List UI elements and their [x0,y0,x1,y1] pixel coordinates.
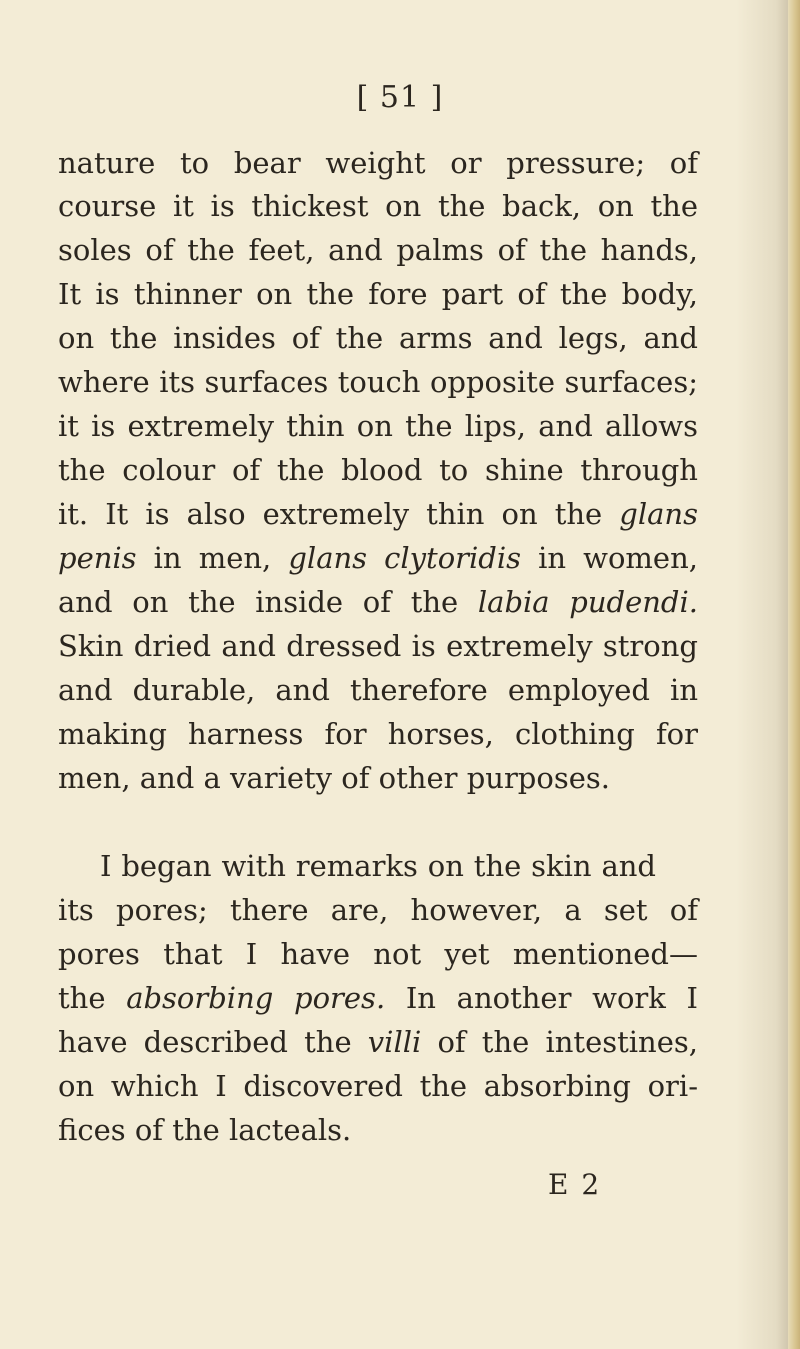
italic-term: glans [619,497,698,531]
text-line: making harness for horses, clothing for [58,717,698,751]
text-run: have described the [58,1025,368,1059]
text-run: In another work I [385,981,698,1015]
text-line: it is extremely thin on the lips, and allows [58,409,698,443]
text-line: where its surfaces touch opposite surfaces; [58,365,698,399]
text-line: on the insides of the arms and legs, and [58,321,698,355]
text-run: of the intestines, [421,1025,698,1059]
text-run: it. It is also extremely thin on the [58,497,620,531]
text-line [58,538,698,578]
text-line [58,1022,698,1062]
italic-term: glans clytoridis [288,541,522,575]
text-run: and on the inside of the [58,585,478,619]
text-run: in women, [521,541,698,575]
text-line: men, and a variety of other purposes. [58,761,610,795]
page-edge [788,0,800,1349]
italic-term: absorbing pores. [126,981,386,1015]
text-line: course it is thickest on the back, on the [58,189,698,223]
text-line: pores that I have not yet mentioned— [58,937,698,971]
text-line: on which I discovered the absorbing ori- [58,1069,698,1103]
text-line: nature to bear weight or pressure; of [58,146,698,180]
text-run: in men, [136,541,289,575]
text-line: the colour of the blood to shine through [58,453,698,487]
page-number: [ 51 ] [356,80,444,115]
text-line: I began with remarks on the skin and [100,849,656,883]
text-line [58,494,698,534]
italic-term: labia pudendi. [477,585,698,619]
text-line: Skin dried and dressed is extremely strong [58,629,698,663]
text-line [58,582,698,622]
text-run: the [58,981,127,1015]
text-line: its pores; there are, however, a set of [58,893,698,927]
text-line: soles of the feet, and palms of the hands, [58,233,698,267]
italic-term: villi [367,1025,422,1059]
text-line: It is thinner on the fore part of the body, [58,277,698,311]
text-line: and durable, and therefore employed in [58,673,698,707]
catchword: E 2 [548,1168,602,1201]
text-line: fices of the lacteals. [58,1113,352,1147]
text-line [58,978,698,1018]
italic-term: penis [58,541,137,575]
